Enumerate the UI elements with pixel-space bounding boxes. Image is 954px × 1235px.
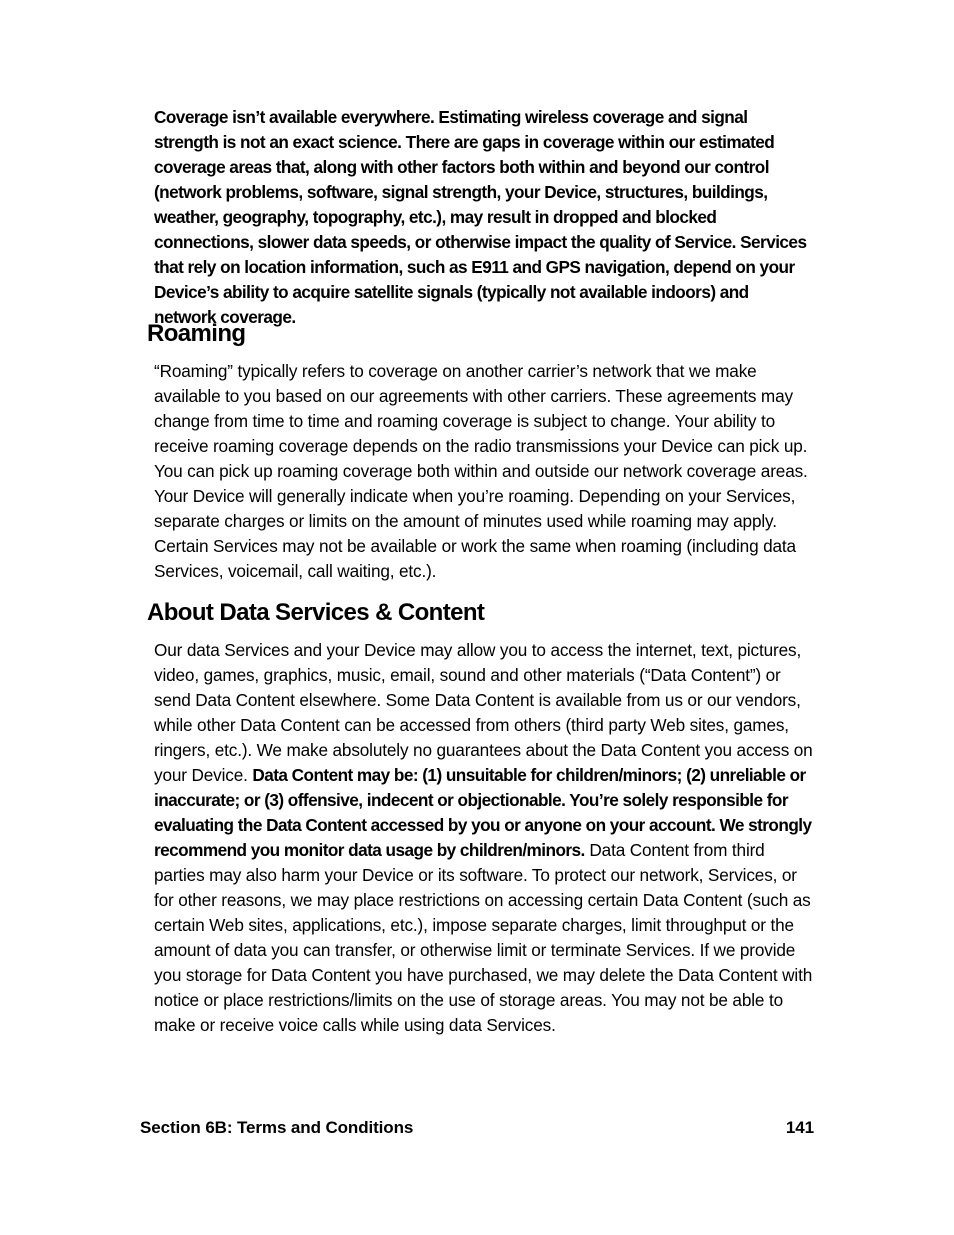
roaming-heading: Roaming xyxy=(147,320,246,347)
footer-page-number: 141 xyxy=(785,1118,814,1137)
data-content-warning: Data Content may be: (1) unsuitable for children/minors; (2) unreliable or inaccurate; or (3) offensive, indecent or objectionable. You’re solely responsible for evaluating the Data Content accessed by you or anyone on your account. We strongly recommend you monitor data usage by children/minors. xyxy=(154,765,812,860)
data-services-rest: Data Content from third parties may also harm your Device or its software. To protect our network, Services, or for other reasons, we may place restrictions on accessing certain Data Content (such as certain Web sites, applications, etc.), impose separate charges, limit throughput or the amount of data you can transfer, or otherwise limit or terminate Services. If we provide you storage for Data Content you have purchased, we may delete the Data Content with notice or place restrictions/limits on the use of storage areas. You may not be able to make or receive voice calls while using data Services. xyxy=(154,840,813,1035)
footer-section-title: Section 6B: Terms and Conditions xyxy=(140,1118,414,1137)
data-services-body xyxy=(154,638,814,1038)
data-services-intro: Our data Services and your Device may allow you to access the internet, text, pictures, video, games, graphics, music, email, sound and other materials (“Data Content”) or send Data Content elsewhere. Some Data Content is available from us or our vendors, while other Data Content can be accessed from others (third party Web sites, games, ringers, etc.). We make absolutely no guarantees about the Data Content you access on your Device. xyxy=(154,640,813,785)
page-footer xyxy=(140,1116,814,1140)
roaming-body: “Roaming” typically refers to coverage on another carrier’s network that we make available to you based on our agreements with other carriers. These agreements may change from time to time and roaming coverage is subject to change. Your ability to receive roaming coverage depends on the radio transmissions your Device can pick up. You can pick up roaming coverage both within and outside our network coverage areas. Your Device will generally indicate when you’re roaming. Depending on your Services, separate charges or limits on the amount of minutes used while roaming may apply. Certain Services may not be available or work the same when roaming (including data Services, voicemail, call waiting, etc.). xyxy=(154,361,808,581)
data-services-heading: About Data Services & Content xyxy=(147,599,485,626)
coverage-notice: Coverage isn’t available everywhere. Estimating wireless coverage and signal strength is not an exact science. There are gaps in coverage within our estimated coverage areas that, along with other factors both within and beyond our control (network problems, software, signal strength, your Device, structures, buildings, weather, geography, topography, etc.), may result in dropped and blocked connections, slower data speeds, or otherwise impact the quality of Service. Services that rely on location information, such as E911 and GPS navigation, depend on your Device’s ability to acquire satellite signals (typically not available indoors) and network coverage. xyxy=(154,107,807,327)
